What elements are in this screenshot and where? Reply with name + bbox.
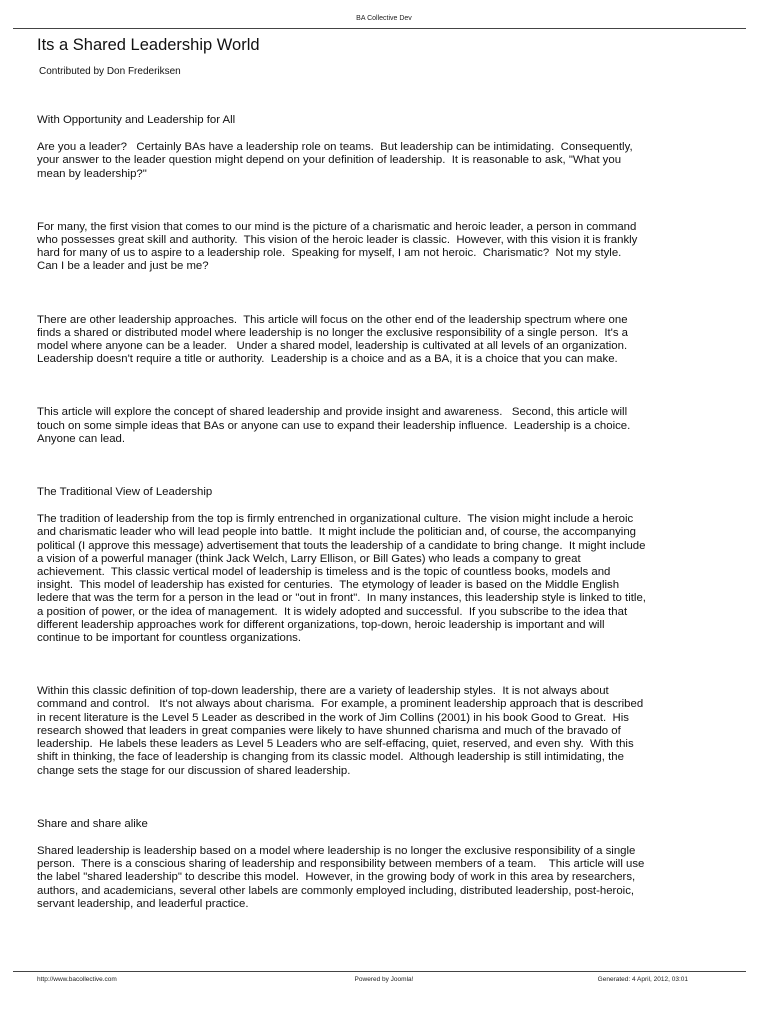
header-divider	[13, 28, 746, 29]
section-heading: The Traditional View of Leadership	[37, 486, 213, 499]
section-heading: Share and share alike	[37, 817, 148, 830]
paragraph: For many, the first vision that comes to our mind is the picture of a charismatic and heroic leader, a person in command who possesses great skill and authority. This vision of the heroic leader is classic. However, with this vision it is frankly hard for many of us to aspire to a leadership role. Speaking for myself, I am not heroic. Charismatic? Not my style. Can I be a leader and just be me?	[37, 220, 638, 273]
article-title: Its a Shared Leadership World	[37, 36, 260, 54]
paragraph: There are other leadership approaches. This article will focus on the other end of the leadership spectrum where one finds a shared or distributed model where leadership is no longer the exclusive responsibility of a single person. It's a model where anyone can be a leader. Under a shared model, leadership is cultivated at all levels of an organization. Leadership doesn't require a title or authority. Leadership is a choice and as a BA, it is a choice that you can make.	[37, 313, 629, 366]
footer-divider	[13, 971, 746, 972]
footer-powered-by: Powered by Joomla!	[354, 976, 414, 983]
paragraph: This article will explore the concept of shared leadership and provide insight and awareness. Second, this article will touch on some simple ideas that BAs or anyone can use to expand their leadership influence. Leadership is a choice. Anyone can lead.	[37, 406, 631, 445]
article-byline: Contributed by Don Frederiksen	[39, 66, 181, 77]
footer-url-link[interactable]: http://www.bacollective.com	[37, 976, 117, 983]
paragraph: Are you a leader? Certainly BAs have a leadership role on teams. But leadership can be intimidating. Consequently, your answer to the leader question might depend on your definition of leadership. It is reasonable to ask, "What you mean by leadership?"	[37, 141, 633, 180]
paragraph: Within this classic definition of top-down leadership, there are a variety of leadership styles. It is not always about command and control. It's not always about charisma. For example, a prominent leadership approach that is described in recent literature is the Level 5 Leader as described in the work of Jim Collins (2001) in his book Good to Great. His research showed that leaders in great companies were likely to have shunned charisma and much of the bravado of leadership. He labels these leaders as Level 5 Leaders who are self-effacing, quiet, reserved, and even shy. With this shift in thinking, the face of leadership is changing from its classic model. Although leadership is still intimidating, the change sets the stage for our discussion of shared leadership.	[37, 685, 644, 777]
article-body	[37, 114, 735, 911]
paragraph: The tradition of leadership from the top is firmly entrenched in organizational culture. The vision might include a heroic and charismatic leader who will lead people into battle. It might include the politician and, of course, the accompanying political (I approve this message) advertisement that touts the leadership of a candidate to bring change. It might include a vision of a powerful manager (think Jack Welch, Larry Ellison, or Bill Gates) who leads a company to great achievement. This classic vertical model of leadership is timeless and is the topic of countless books, models and insight. This model of leadership has existed for centuries. The etymology of leader is based on the Middle English ledere that was the term for a person in the lead or "out in front". In many instances, this leadership style is linked to title, a position of power, or the idea of management. It is widely adopted and successful. If you subscribe to the idea that different leadership approaches work for different organizations, top-down, heroic leadership is important and will continue to be important for countless organizations.	[37, 513, 646, 645]
paragraph: Shared leadership is leadership based on a model where leadership is no longer the exclusive responsibility of a single person. There is a conscious sharing of leadership and responsibility between members of a team. This article will use the label "shared leadership" to describe this model. However, in the growing body of work in this area by researchers, authors, and academicians, several other labels are commonly employed including, distributed leadership, post-heroic, servant leadership, and leaderful practice.	[37, 844, 645, 910]
site-name: BA Collective Dev	[356, 15, 412, 22]
footer-generated-date: Generated: 4 April, 2012, 03:01	[597, 976, 688, 983]
section-heading: With Opportunity and Leadership for All	[37, 114, 236, 126]
